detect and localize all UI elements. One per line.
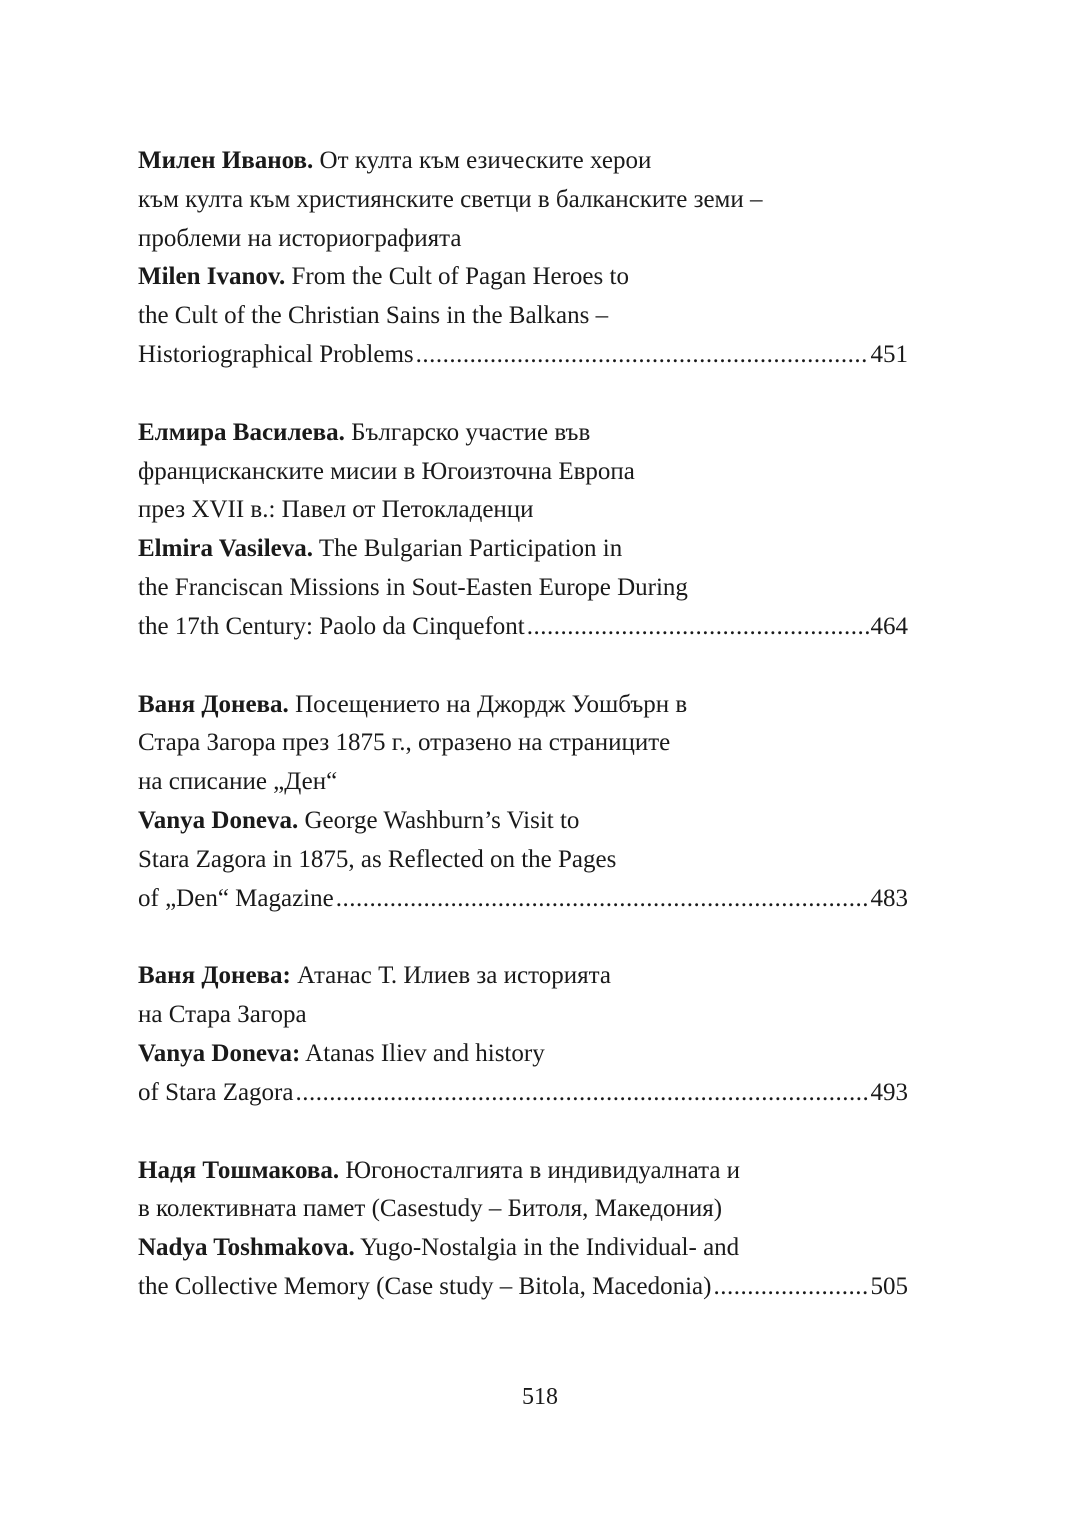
- en-title-last-line: the Collective Memory (Case study – Bitola, Macedonia) ..... 505: [138, 1268, 908, 1307]
- dot-leader: [527, 608, 869, 647]
- bg-title-line: Милен Иванов. От култа към езическите херои: [138, 147, 652, 174]
- bg-author: Ваня Донева:: [138, 962, 291, 990]
- en-author: Vanya Doneva.: [138, 806, 299, 834]
- en-title-last-line: Historiographical Problems ..... 451: [138, 336, 908, 375]
- en-title-line: Vanya Doneva. George Washburn’s Visit to: [138, 806, 580, 834]
- bg-author: Милен Иванов.: [138, 147, 314, 174]
- en-title-line: Milen Ivanov. From the Cult of Pagan Heroes to: [138, 263, 629, 291]
- bg-title-line: в колективната памет (Casestudy – Битоля, Македония): [138, 1195, 723, 1223]
- page-number: 518: [522, 1384, 558, 1410]
- bg-title-line: през XVII в.: Павел от Петокладенци: [138, 496, 534, 524]
- bg-title-line: Ваня Донева: Атанас Т. Илиев за историята: [138, 962, 611, 990]
- page-ref: 493: [870, 1078, 908, 1106]
- page-ref: 451: [870, 340, 908, 368]
- dot-leader: [336, 880, 869, 919]
- dot-leader: [295, 1074, 868, 1113]
- toc-entry: [138, 142, 908, 375]
- en-author: Elmira Vasileva.: [138, 535, 314, 563]
- page-ref: 464: [870, 612, 908, 640]
- en-author: Nadya Toshmakova.: [138, 1234, 355, 1262]
- toc-entry: [138, 957, 908, 1112]
- en-title-line: Nadya Toshmakova. Yugo-Nostalgia in the Individual- and: [138, 1234, 740, 1262]
- dot-leader: [416, 336, 869, 375]
- bg-title-line: проблеми на историографията: [138, 224, 462, 252]
- en-title-last-line: the 17th Century: Paolo da Cinquefont ..... 464: [138, 608, 908, 647]
- en-title-line: Elmira Vasileva. The Bulgarian Participation in: [138, 535, 623, 563]
- en-title-last-line: of „Den“ Magazine ..... 483: [138, 880, 908, 919]
- toc-entry: [138, 686, 908, 919]
- bg-title-line: Надя Тошмакова. Югоносталгията в индивидуалната и: [138, 1156, 741, 1184]
- bg-title-line: Стара Загора през 1875 г., отразено на страниците: [138, 729, 671, 757]
- en-author: Vanya Doneva:: [138, 1039, 301, 1067]
- toc-entry: [138, 414, 908, 647]
- en-title-line: the Cult of the Christian Sains in the Balkans –: [138, 302, 609, 330]
- toc-entry: [138, 1152, 908, 1307]
- en-title-line: Vanya Doneva: Atanas Iliev and history: [138, 1039, 545, 1067]
- dot-leader: [713, 1268, 868, 1307]
- bg-title-line: Елмира Василева. Българско участие във: [138, 418, 591, 446]
- table-of-contents: [138, 142, 908, 1346]
- en-title-line: the Franciscan Missions in Sout-Easten Europe During: [138, 573, 688, 601]
- bg-title-line: на списание „Ден“: [138, 768, 338, 796]
- bg-title-line: към култа към християнските светци в балканските земи –: [138, 185, 763, 213]
- bg-author: Елмира Василева.: [138, 418, 345, 446]
- en-title-last-line: of Stara Zagora ..... 493: [138, 1074, 908, 1113]
- en-author: Milen Ivanov.: [138, 263, 286, 291]
- en-title-line: Stara Zagora in 1875, as Reflected on the Pages: [138, 845, 617, 873]
- page-ref: 483: [870, 884, 908, 912]
- bg-title-line: Ваня Донева. Посещението на Джордж Уошбърн в: [138, 690, 688, 718]
- bg-author: Надя Тошмакова.: [138, 1156, 340, 1184]
- bg-title-line: на Стара Загора: [138, 1001, 307, 1029]
- bg-author: Ваня Донева.: [138, 690, 289, 718]
- page-ref: 505: [870, 1272, 908, 1300]
- bg-title-line: францисканските мисии в Югоизточна Европа: [138, 457, 635, 485]
